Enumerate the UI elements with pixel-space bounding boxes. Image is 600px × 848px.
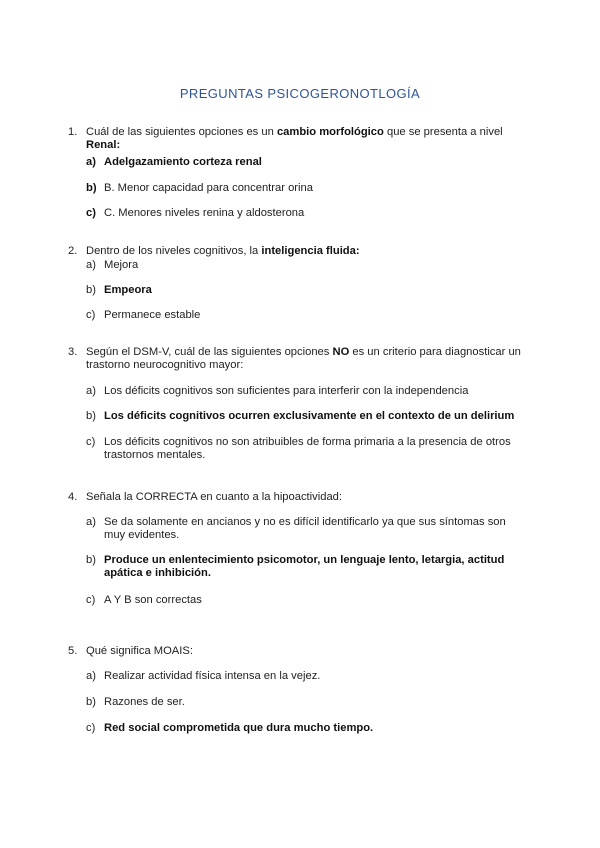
answer-option <box>86 309 526 322</box>
option-text: Se da solamente en ancianos y no es difícil identificarlo ya que sus síntomas son muy evidentes. <box>104 516 506 541</box>
answer-option <box>86 385 526 398</box>
question-number: 5. <box>68 645 78 657</box>
option-letter: a) <box>86 156 96 168</box>
answer-option <box>86 207 526 220</box>
stem-text: Qué significa MOAIS: <box>86 645 193 657</box>
question-number: 2. <box>68 245 78 257</box>
option-letter: c) <box>86 207 96 219</box>
stem-bold-text: inteligencia fluida: <box>261 245 360 257</box>
option-text-correct: Produce un enlentecimiento psicomotor, un lenguaje lento, letargia, actitud apática e inhibición. <box>104 554 505 579</box>
option-text-correct: Adelgazamiento corteza renal <box>104 156 262 168</box>
option-letter: a) <box>86 516 96 528</box>
option-letter: c) <box>86 594 96 606</box>
question-2 <box>68 245 528 258</box>
option-letter: b) <box>86 554 96 566</box>
answer-option <box>86 156 526 169</box>
answer-option <box>86 516 526 542</box>
option-text-correct: Empeora <box>104 284 152 296</box>
answer-option <box>86 284 526 297</box>
option-letter: c) <box>86 722 96 734</box>
stem-bold-text: Renal: <box>86 139 121 151</box>
question-number: 3. <box>68 346 78 358</box>
option-text-correct: Los déficits cognitivos ocurren exclusivamente en el contexto de un delirium <box>104 410 515 422</box>
answer-option <box>86 722 526 735</box>
question-3 <box>68 346 528 372</box>
answer-option <box>86 554 526 580</box>
option-letter: a) <box>86 670 96 682</box>
answer-option <box>86 594 526 607</box>
option-letter: a) <box>86 385 96 397</box>
question-number: 4. <box>68 491 78 503</box>
option-letter: b) <box>86 696 96 708</box>
answer-option <box>86 182 526 195</box>
stem-text: que se presenta a nivel <box>383 126 503 138</box>
question-number: 1. <box>68 126 78 138</box>
stem-text: Según el DSM-V, cuál de las siguientes opciones <box>86 346 333 358</box>
option-text: C. Menores niveles renina y aldosterona <box>104 207 305 219</box>
question-stem <box>86 491 528 504</box>
option-letter: b) <box>86 410 96 422</box>
answer-option <box>86 696 526 709</box>
answer-option <box>86 436 526 462</box>
answer-option <box>86 410 526 423</box>
option-letter: c) <box>86 436 96 448</box>
option-letter: b) <box>86 284 96 296</box>
option-letter: a) <box>86 259 96 271</box>
option-letter: b) <box>86 182 97 194</box>
option-text: Permanece estable <box>104 309 201 321</box>
question-4 <box>68 491 528 504</box>
stem-text: Dentro de los niveles cognitivos, la <box>86 245 262 257</box>
option-text: Los déficits cognitivos son suficientes para interferir con la independencia <box>104 385 469 397</box>
answer-option <box>86 259 526 272</box>
stem-text: Señala la CORRECTA en cuanto a la hipoactividad: <box>86 491 343 503</box>
option-text: Razones de ser. <box>104 696 185 708</box>
question-stem <box>86 126 528 152</box>
question-5 <box>68 645 528 658</box>
option-text: Los déficits cognitivos no son atribuibles de forma primaria a la presencia de otros trastornos mentales. <box>104 436 511 461</box>
option-text-correct: Red social comprometida que dura mucho tiempo. <box>104 722 374 734</box>
question-stem <box>86 645 528 658</box>
option-text: A Y B son correctas <box>104 594 202 606</box>
option-text: Mejora <box>104 259 139 271</box>
option-text: B. Menor capacidad para concentrar orina <box>104 182 313 194</box>
page-title: PREGUNTAS PSICOGERONOTLOGÍA <box>179 86 421 101</box>
question-1 <box>68 126 528 152</box>
stem-text: es un criterio para diagnosticar un trastorno neurocognitivo mayor: <box>86 346 521 371</box>
question-stem <box>86 346 528 372</box>
question-stem <box>86 245 528 258</box>
stem-text: Cuál de las siguientes opciones es un <box>86 126 277 138</box>
stem-bold-text: NO <box>332 346 350 358</box>
answer-option <box>86 670 526 683</box>
option-text: Realizar actividad física intensa en la vejez. <box>104 670 321 682</box>
option-letter: c) <box>86 309 96 321</box>
stem-bold-text: cambio morfológico <box>276 126 384 138</box>
